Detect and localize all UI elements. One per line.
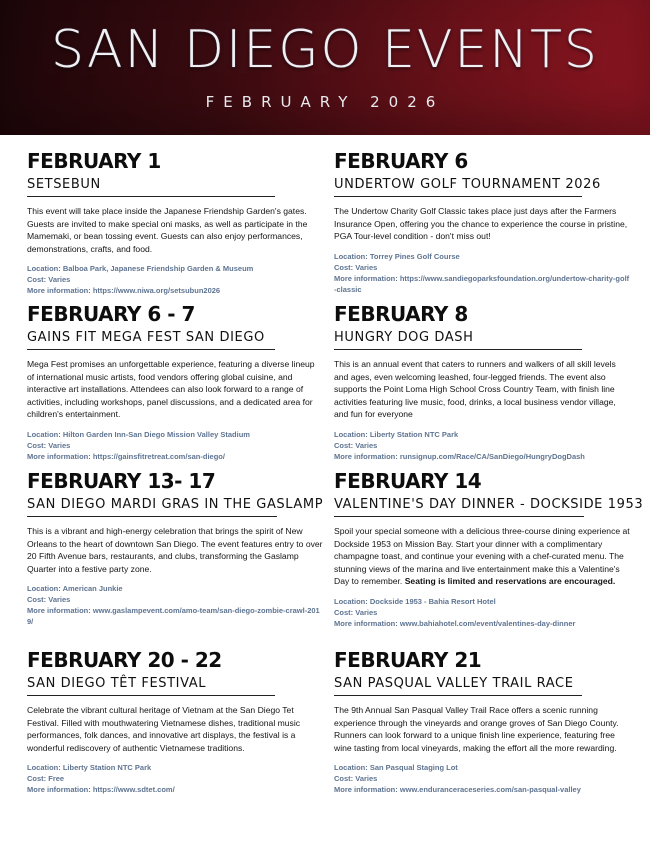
more-link[interactable]: https://www.sandiegoparksfoundation.org/undertow-charity-golf-classic <box>334 273 630 294</box>
event-date: FEBRUARY 13- 17 <box>27 469 216 493</box>
event-card <box>27 150 323 296</box>
event-description: This event will take place inside the Japanese Friendship Garden's gates. Guests are invited to make special oni masks, as well as participate in the Mamemaki, or bean tossing event. Guests can also enjoy performances, demonstrations, crafts, and food. <box>27 206 308 254</box>
event-cost <box>27 440 323 451</box>
event-name: UNDERTOW GOLF TOURNAMENT 2026 <box>334 177 582 197</box>
more-label: More information: <box>27 785 93 795</box>
event-more-info <box>27 784 323 795</box>
event-description: The 9th Annual San Pasqual Valley Trail Race offers a scenic running experience through the vineyards and orange groves of San Diego County. Runners can look forward to a unique finish line experience, featuring free wine tasting from local vineyards, making the effort all the more rewarding. <box>334 705 619 753</box>
event-location <box>27 263 323 274</box>
event-description: The Undertow Charity Golf Classic takes place just days after the Farmers Insurance Open, offering you the chance to experience the course in pristine, PGA Tour-level condition - don't miss out! <box>334 206 628 242</box>
event-more-info <box>27 605 323 627</box>
event-name: SETSEBUN <box>27 177 275 197</box>
event-location <box>334 251 630 262</box>
location-label: Location: <box>27 264 63 274</box>
event-date: FEBRUARY 21 <box>334 648 482 672</box>
event-more-info <box>27 451 323 462</box>
location-value: Torrey Pines Golf Course <box>369 251 460 261</box>
cost-value: Varies <box>355 607 378 617</box>
more-link[interactable]: www.enduranceraceseries.com/san-pasqual-valley <box>399 785 581 795</box>
cost-value: Varies <box>355 262 378 272</box>
cost-label: Cost: <box>27 595 49 605</box>
location-value: American Junkie <box>62 584 123 594</box>
event-cost <box>27 274 323 285</box>
more-link[interactable]: https://www.sdtet.com/ <box>92 785 175 795</box>
event-cost <box>27 773 323 784</box>
page-subtitle: FEBRUARY 2026 <box>205 93 445 111</box>
event-cost <box>334 440 630 451</box>
event-more-info <box>334 618 630 629</box>
event-card <box>27 470 323 627</box>
cost-value: Varies <box>48 275 71 285</box>
event-date: FEBRUARY 20 - 22 <box>27 648 222 672</box>
more-link[interactable]: runsignup.com/Race/CA/SanDiego/HungryDogDash <box>399 451 585 461</box>
location-value: San Pasqual Staging Lot <box>369 763 458 773</box>
event-cost <box>334 607 630 618</box>
more-link[interactable]: www.gaslampevent.com/amo-team/san-diego-zombie-crawl-2019/ <box>27 606 320 627</box>
cost-value: Free <box>48 774 65 784</box>
more-label: More information: <box>334 785 400 795</box>
event-description: Celebrate the vibrant cultural heritage of Vietnam at the San Diego Tet Festival. Filled with mouthwatering Vietnamese dishes, traditional music performances, folk dances, and innovative art displays, the festival is a wonderful rediscovery of authentic Vietnamese traditions. <box>27 705 301 753</box>
more-label: More information: <box>27 606 93 616</box>
cost-label: Cost: <box>27 440 49 450</box>
more-label: More information: <box>27 451 93 461</box>
event-date: FEBRUARY 14 <box>334 469 482 493</box>
cost-value: Varies <box>355 774 378 784</box>
event-more-info <box>334 451 630 462</box>
location-value: Dockside 1953 - Bahia Resort Hotel <box>369 596 496 606</box>
event-location <box>27 429 323 440</box>
event-date: FEBRUARY 6 <box>334 149 468 173</box>
location-label: Location: <box>334 763 370 773</box>
more-label: More information: <box>334 273 400 283</box>
event-name: HUNGRY DOG DASH <box>334 330 582 350</box>
cost-label: Cost: <box>334 774 356 784</box>
location-label: Location: <box>334 596 370 606</box>
event-location <box>27 762 323 773</box>
cost-label: Cost: <box>334 607 356 617</box>
event-location <box>334 429 630 440</box>
location-value: Liberty Station NTC Park <box>62 763 152 773</box>
cost-value: Varies <box>48 595 71 605</box>
event-date: FEBRUARY 1 <box>27 149 161 173</box>
event-name: VALENTINE'S DAY DINNER - DOCKSIDE 1953 <box>334 497 584 517</box>
event-more-info <box>334 273 630 295</box>
event-more-info <box>334 784 630 795</box>
event-name: SAN PASQUAL VALLEY TRAIL RACE <box>334 676 582 696</box>
location-label: Location: <box>334 251 370 261</box>
event-location <box>334 596 630 607</box>
location-label: Location: <box>27 429 63 439</box>
more-label: More information: <box>27 286 93 296</box>
more-link[interactable]: https://gainsfitretreat.com/san-diego/ <box>92 451 225 461</box>
event-name: SAN DIEGO TÊT FESTIVAL <box>27 676 275 696</box>
cost-label: Cost: <box>27 774 49 784</box>
cost-value: Varies <box>355 440 378 450</box>
location-value: Balboa Park, Japanese Friendship Garden & Museum <box>62 264 254 274</box>
event-description <box>334 525 630 588</box>
event-location <box>27 583 323 594</box>
event-card <box>334 649 630 795</box>
cost-label: Cost: <box>334 440 356 450</box>
event-cost <box>334 262 630 273</box>
description-emphasis: Seating is limited and reservations are encouraged. <box>404 576 616 587</box>
cost-label: Cost: <box>334 262 356 272</box>
event-more-info <box>27 285 323 296</box>
cost-label: Cost: <box>27 275 49 285</box>
event-card <box>27 303 323 462</box>
more-link[interactable]: https://www.niwa.org/setsubun2026 <box>92 286 221 296</box>
location-label: Location: <box>334 429 370 439</box>
page-title: SAN DIEGO EVENTS <box>51 20 599 80</box>
event-card <box>334 150 630 295</box>
more-label: More information: <box>334 618 400 628</box>
description-text: Spoil your special someone with a delicious three-course dining experience at Dockside 1953 on Mission Bay. Start your dinner with a complimentary champagne toast, and continue your evening with a chef-curated menu. The stunning views of the marina and live entertainment make this a Valentine's Day to remember. <box>334 526 630 587</box>
event-date: FEBRUARY 6 - 7 <box>27 302 195 326</box>
location-label: Location: <box>27 584 63 594</box>
event-cost <box>334 773 630 784</box>
location-label: Location: <box>27 763 63 773</box>
event-name: GAINS FIT MEGA FEST SAN DIEGO <box>27 330 275 350</box>
location-value: Hilton Garden Inn-San Diego Mission Valley Stadium <box>62 429 250 439</box>
more-label: More information: <box>334 451 400 461</box>
event-location <box>334 762 630 773</box>
event-description: This is an annual event that caters to runners and walkers of all skill levels and ages, even welcoming leashed, four-legged friends. The event also supports the Point Loma High School Cross Country Team, with finish line activities featuring live music, food, drinks, a local business vendor village, and fun for everyone <box>334 359 616 420</box>
cost-value: Varies <box>48 440 71 450</box>
event-cost <box>27 594 323 605</box>
event-name: SAN DIEGO MARDI GRAS IN THE GASLAMP <box>27 497 277 517</box>
more-link[interactable]: www.bahiahotel.com/event/valentines-day-dinner <box>399 618 576 628</box>
header-banner <box>0 0 650 135</box>
event-date: FEBRUARY 8 <box>334 302 468 326</box>
event-card <box>334 469 644 629</box>
event-description: This is a vibrant and high-energy celebration that brings the spirit of New Orleans to the heart of downtown San Diego. The event features entry to over 20 Fifth Avenue bars, restaurants, and clubs, transforming the Gaslamp Quarter into a festive party zone. <box>27 526 323 574</box>
event-card <box>27 649 323 795</box>
event-description: Mega Fest promises an unforgettable experience, featuring a diverse lineup of international music artists, food vendors offering global cuisine, and interactive art installations. Attendees can also look forward to a range of activities, including workshops, panel discussions, and a dedicated area for children's entertainment. <box>27 359 315 420</box>
event-card <box>334 303 630 462</box>
location-value: Liberty Station NTC Park <box>369 429 459 439</box>
